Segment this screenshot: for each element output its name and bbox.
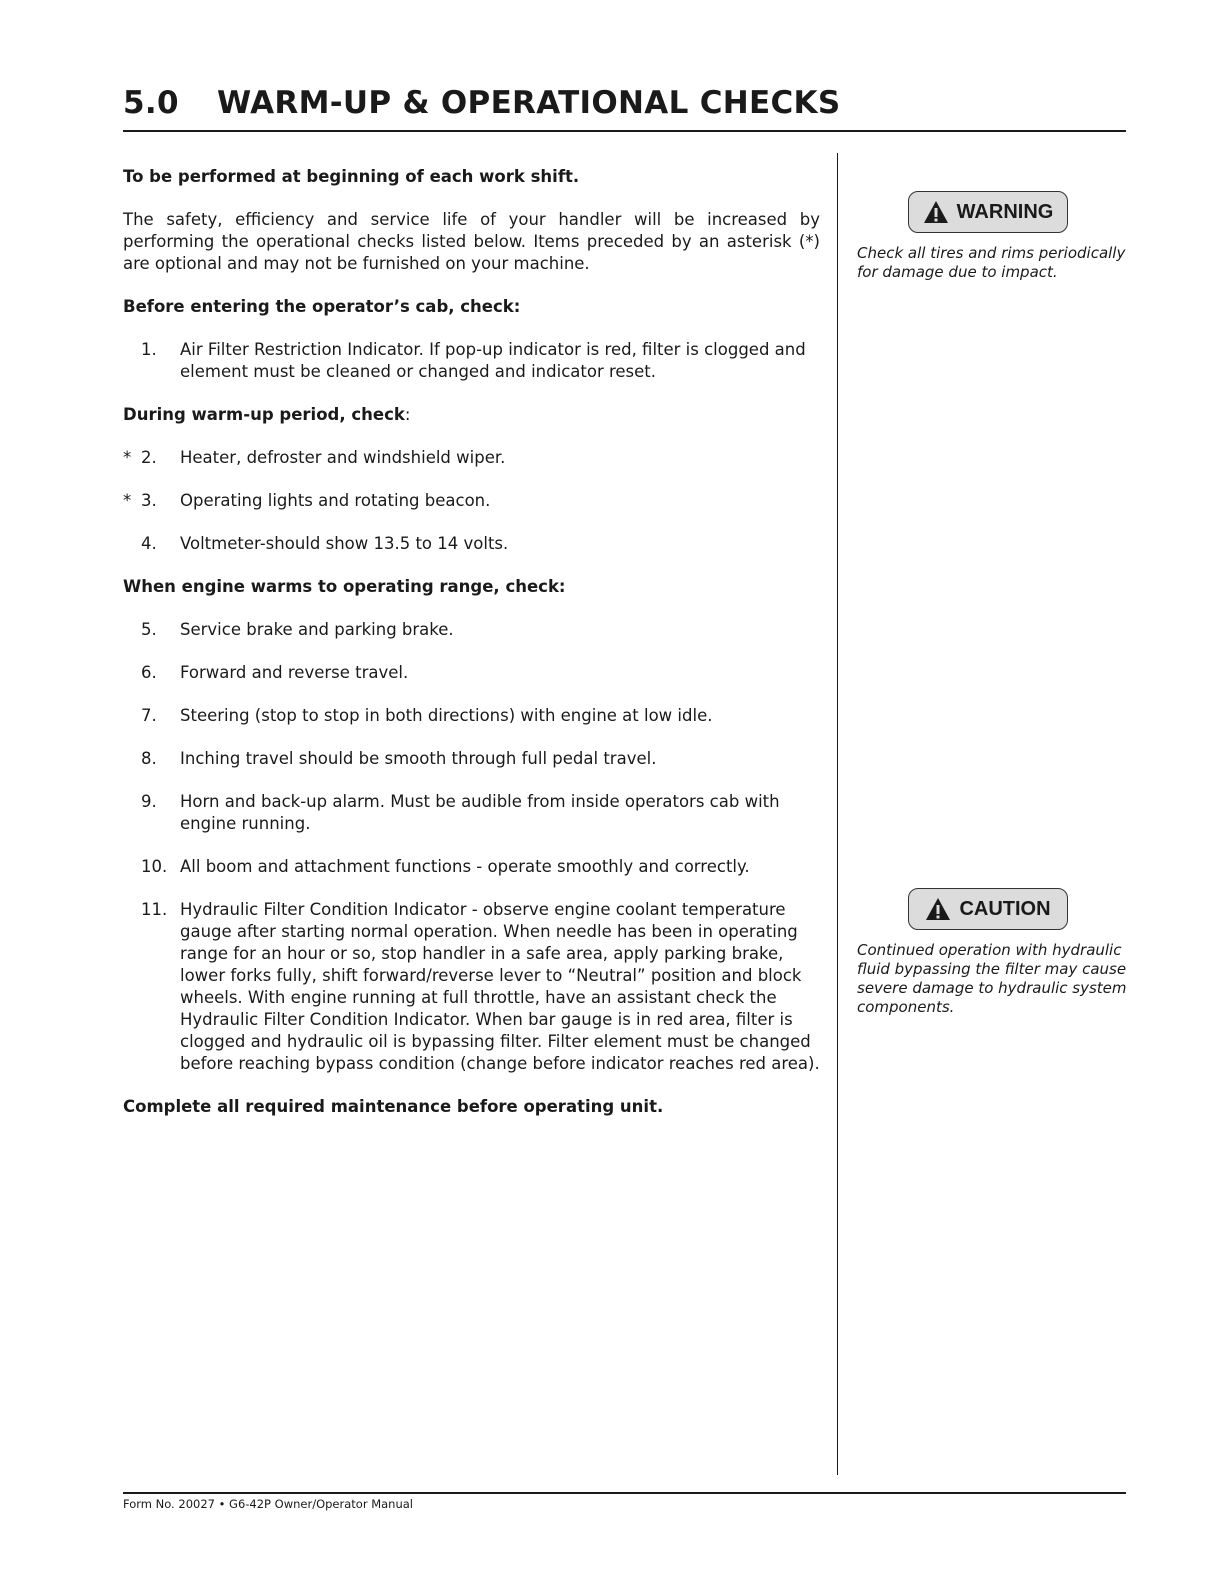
title-divider [123,130,1126,132]
list-item [123,339,820,383]
list-item [123,490,820,512]
warning-triangle-icon [925,897,951,921]
item-text: Air Filter Restriction Indicator. If pop-up indicator is red, filter is clogged and element must be cleaned or changed and indicator reset. [180,340,806,381]
list-item [123,791,820,835]
item-text: Operating lights and rotating beacon. [180,491,491,510]
warning-block [857,191,1127,297]
list-item [123,748,820,770]
warning-badge [908,191,1068,233]
caution-label: CAUTION [959,897,1051,920]
footer-text: Form No. 20027 • G6-42P Owner/Operator Manual [123,1497,413,1511]
list-item [123,856,820,878]
item-text: Horn and back-up alarm. Must be audible from inside operators cab with engine running. [180,792,780,833]
warning-label: WARNING [956,200,1054,223]
section-title: WARM-UP & OPERATIONAL CHECKS [217,85,841,121]
item-text: All boom and attachment functions - operate smoothly and correctly. [180,857,750,876]
warmup-heading: During warm-up period, check: [123,405,411,424]
item-number: 6. [141,663,157,682]
list-item [123,899,820,1075]
main-column [123,166,820,1118]
list-item [123,662,820,684]
item-number: 11. [141,900,168,919]
item-number: 3. [141,491,157,510]
closing-text: Complete all required maintenance before operating unit. [123,1097,664,1116]
intro-paragraph: The safety, efficiency and service life of your handler will be increased by performing the operational checks listed below. Items preceded by an asterisk (*) are optional and may not be furnished on your machine. [123,210,820,273]
list-item [123,533,820,555]
list-item [123,447,820,469]
item-number: 1. [141,340,157,359]
item-number: 10. [141,857,168,876]
item-number: 2. [141,448,157,467]
item-text: Voltmeter-should show 13.5 to 14 volts. [180,534,509,553]
item-text: Hydraulic Filter Condition Indicator - observe engine coolant temperature gauge after starting normal operation. When needle has been in operating range for an hour or so, stop handler in a safe area, apply parking brake, lower forks fully, shift forward/reverse lever to “Neutral” position and block wheels. With engine running at full throttle, have an assistant check the Hydraulic Filter Condition Indicator. When bar gauge is in red area, filter is clogged and hydraulic oil is bypassing filter. Filter element must be changed before reaching bypass condition (change before indicator reaches red area). [180,900,820,1073]
page-title [123,82,1126,124]
item-text: Steering (stop to stop in both directions) with engine at low idle. [180,706,713,725]
list-item [123,619,820,641]
lead-text: To be performed at beginning of each work shift. [123,167,580,186]
item-number: 5. [141,620,157,639]
list-item [123,705,820,727]
item-number: 9. [141,792,157,811]
warning-triangle-icon [923,200,949,224]
warning-text: Check all tires and rims periodically for damage due to impact. [857,244,1126,281]
optional-asterisk: * [123,491,132,510]
before-heading: Before entering the operator’s cab, check: [123,297,521,316]
item-number: 4. [141,534,157,553]
caution-badge [908,888,1068,930]
item-number: 8. [141,749,157,768]
item-text: Heater, defroster and windshield wiper. [180,448,506,467]
item-text: Inching travel should be smooth through full pedal travel. [180,749,657,768]
caution-block [857,888,1127,1032]
section-number: 5.0 [123,85,179,121]
item-text: Service brake and parking brake. [180,620,454,639]
optional-asterisk: * [123,448,132,467]
engine-heading: When engine warms to operating range, check: [123,577,566,596]
footer-divider [123,1492,1126,1494]
item-text: Forward and reverse travel. [180,663,409,682]
caution-text: Continued operation with hydraulic fluid bypassing the filter may cause severe damage to hydraulic system components. [857,941,1127,1016]
item-number: 7. [141,706,157,725]
column-divider [837,153,838,1475]
